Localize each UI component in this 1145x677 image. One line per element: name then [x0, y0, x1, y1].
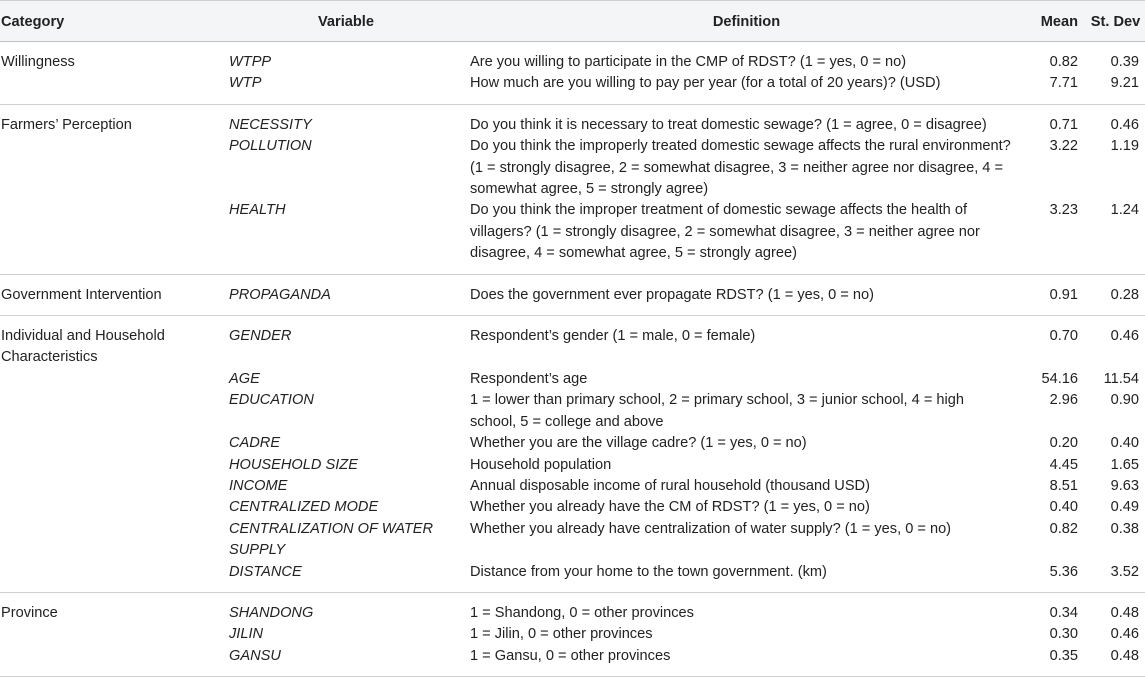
category-cell: Willingness: [1, 54, 75, 70]
category-cell: Province: [1, 604, 58, 621]
st-dev-cell: 0.90: [1110, 392, 1139, 409]
mean-cell: 0.20: [1049, 435, 1078, 452]
category-cell: [0, 497, 226, 518]
category-cell: Farmers’ Perception: [1, 116, 132, 133]
category-cell: [0, 433, 226, 454]
st-dev-cell: 0.28: [1110, 286, 1139, 303]
table-row: [0, 455, 1145, 476]
mean-cell: 7.71: [1049, 75, 1078, 92]
st-dev-cell: 0.46: [1110, 328, 1139, 345]
header-variable: Variable: [226, 1, 466, 42]
variable-cell: INCOME: [229, 477, 288, 494]
variable-cell: AGE: [229, 370, 260, 387]
definition-cell: 1 = Jilin, 0 = other provinces: [470, 626, 653, 643]
table-row: [0, 200, 1145, 274]
definition-cell: Annual disposable income of rural household (thousand USD): [470, 477, 870, 494]
mean-cell: 0.40: [1049, 499, 1078, 516]
st-dev-cell: 1.19: [1110, 138, 1139, 155]
table-row: [0, 497, 1145, 518]
st-dev-cell: 0.49: [1110, 499, 1139, 516]
mean-cell: 0.71: [1049, 116, 1078, 133]
table-row: [0, 646, 1145, 677]
variable-cell: WTP: [229, 75, 262, 92]
variable-cell: POLLUTION: [229, 138, 312, 155]
mean-cell: 0.70: [1049, 328, 1078, 345]
variable-cell: GENDER: [229, 328, 292, 345]
mean-cell: 0.91: [1049, 286, 1078, 303]
variable-cell: NECESSITY: [229, 116, 312, 133]
definition-cell: Do you think the improper treatment of domestic sewage affects the health of villagers? (1 = strongly disagree, 2 = somewhat disagree, 3 = neither agree nor disagree, 4 = somewhat agree, 5 = strongly agree): [470, 202, 980, 262]
category-group: [0, 274, 1145, 315]
definition-cell: Respondent’s gender (1 = male, 0 = female): [470, 328, 756, 345]
definition-cell: Distance from your home to the town government. (km): [470, 563, 827, 580]
table-row: [0, 476, 1145, 497]
table-row: [0, 519, 1145, 562]
definition-cell: Do you think the improperly treated domestic sewage affects the rural environment? (1 = strongly disagree, 2 = somewhat disagree, 3 = neither agree nor disagree, 4 = somewhat agree, 5 = strongly agree): [470, 138, 1011, 198]
table-row: [0, 369, 1145, 390]
category-cell: [0, 562, 226, 593]
mean-cell: 2.96: [1049, 392, 1078, 409]
mean-cell: 3.22: [1049, 138, 1078, 155]
category-group: [0, 316, 1145, 593]
variable-cell: CADRE: [229, 435, 281, 452]
table-row: [0, 562, 1145, 593]
category-cell: [0, 369, 226, 390]
st-dev-cell: 0.48: [1110, 604, 1139, 621]
header-st-dev: St. Dev: [1084, 1, 1145, 42]
st-dev-cell: 0.46: [1110, 116, 1139, 133]
definition-cell: 1 = lower than primary school, 2 = primary school, 3 = junior school, 4 = high school, 5 = college and above: [470, 392, 965, 430]
st-dev-cell: 0.38: [1110, 520, 1139, 537]
variable-cell: HOUSEHOLD SIZE: [229, 456, 358, 473]
table-row: [0, 592, 1145, 624]
definition-cell: Are you willing to participate in the CMP of RDST? (1 = yes, 0 = no): [470, 54, 907, 70]
category-cell: [0, 519, 226, 562]
st-dev-cell: 0.48: [1110, 647, 1139, 664]
definition-cell: Whether you already have the CM of RDST? (1 = yes, 0 = no): [470, 499, 870, 516]
category-cell: [0, 390, 226, 433]
definition-cell: How much are you willing to pay per year (for a total of 20 years)? (USD): [470, 75, 941, 92]
table-row: [0, 73, 1145, 104]
mean-cell: 5.36: [1049, 563, 1078, 580]
mean-cell: 0.82: [1049, 520, 1078, 537]
st-dev-cell: 9.21: [1110, 75, 1139, 92]
header-definition: Definition: [466, 1, 1027, 42]
variable-cell: GANSU: [229, 647, 281, 664]
category-group: [0, 42, 1145, 105]
category-group: [0, 592, 1145, 676]
mean-cell: 0.82: [1049, 54, 1078, 70]
st-dev-cell: 9.63: [1110, 477, 1139, 494]
definition-cell: Household population: [470, 456, 612, 473]
category-cell: [0, 646, 226, 677]
mean-cell: 3.23: [1049, 202, 1078, 219]
category-cell: [0, 136, 226, 200]
table-header: [0, 1, 1145, 42]
variable-cell: PROPAGANDA: [229, 286, 331, 303]
header-row: [0, 1, 1145, 42]
variable-cell: JILIN: [229, 626, 264, 643]
definition-cell: 1 = Shandong, 0 = other provinces: [470, 604, 694, 621]
category-cell: [0, 73, 226, 104]
table-row: [0, 136, 1145, 200]
st-dev-cell: 0.39: [1110, 54, 1139, 70]
table-row: [0, 104, 1145, 136]
variable-cell: HEALTH: [229, 202, 286, 219]
variable-cell: SHANDONG: [229, 604, 314, 621]
st-dev-cell: 3.52: [1110, 563, 1139, 580]
mean-cell: 4.45: [1049, 456, 1078, 473]
table-row: [0, 274, 1145, 315]
table-row: [0, 42, 1145, 74]
definition-cell: Does the government ever propagate RDST? (1 = yes, 0 = no): [470, 286, 874, 303]
st-dev-cell: 11.54: [1103, 370, 1139, 387]
category-cell: [0, 476, 226, 497]
category-cell: [0, 624, 226, 645]
category-cell: Government Intervention: [1, 286, 162, 303]
definition-cell: Whether you are the village cadre? (1 = yes, 0 = no): [470, 435, 807, 452]
table-row: [0, 624, 1145, 645]
variable-cell: WTPP: [229, 54, 272, 70]
table-row: [0, 390, 1145, 433]
category-cell: [0, 200, 226, 274]
category-group: [0, 104, 1145, 274]
category-cell: [0, 455, 226, 476]
mean-cell: 0.35: [1049, 647, 1078, 664]
header-mean: Mean: [1027, 1, 1084, 42]
mean-cell: 0.34: [1049, 604, 1078, 621]
mean-cell: 8.51: [1049, 477, 1078, 494]
table-row: [0, 433, 1145, 454]
st-dev-cell: 0.46: [1110, 626, 1139, 643]
variable-cell: EDUCATION: [229, 392, 314, 409]
mean-cell: 0.30: [1049, 626, 1078, 643]
st-dev-cell: 1.65: [1110, 456, 1139, 473]
table-row: [0, 316, 1145, 369]
definition-cell: Whether you already have centralization of water supply? (1 = yes, 0 = no): [470, 520, 952, 537]
category-cell: Individual and Household Characteristics: [1, 328, 165, 366]
variable-cell: DISTANCE: [229, 563, 302, 580]
definition-cell: Respondent’s age: [470, 370, 588, 387]
definition-cell: 1 = Gansu, 0 = other provinces: [470, 647, 671, 664]
variable-cell: CENTRALIZED MODE: [229, 499, 379, 516]
st-dev-cell: 1.24: [1110, 202, 1139, 219]
st-dev-cell: 0.40: [1110, 435, 1139, 452]
header-category: Category: [0, 1, 226, 42]
variable-cell: CENTRALIZATION OF WATER SUPPLY: [229, 520, 434, 559]
mean-cell: 54.16: [1041, 370, 1078, 387]
definition-cell: Do you think it is necessary to treat domestic sewage? (1 = agree, 0 = disagree): [470, 116, 987, 133]
